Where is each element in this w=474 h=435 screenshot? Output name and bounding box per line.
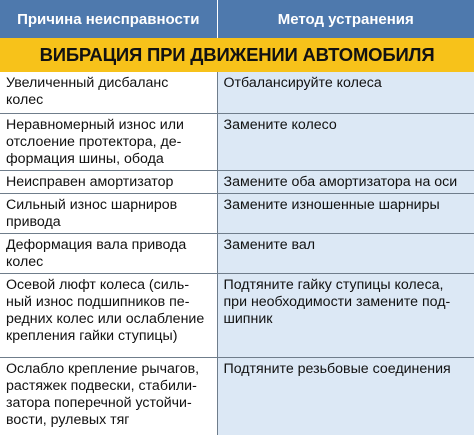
table-row [0, 72, 474, 113]
fix-cell: Подтяните резьбовые соединения [217, 357, 474, 435]
table-header [0, 0, 474, 38]
cause-cell: Неисправен амортизатор [0, 170, 217, 193]
fix-cell: Замените изношенные шарниры [217, 193, 474, 233]
fix-cell: Замените вал [217, 233, 474, 273]
table-row [0, 193, 474, 233]
table-row [0, 273, 474, 357]
table-body [0, 72, 474, 435]
fix-cell: Замените оба амортизатора на оси [217, 170, 474, 193]
cause-cell: Сильный износ шарниров привода [0, 193, 217, 233]
table-row [0, 113, 474, 170]
fix-cell: Отбалансируйте колеса [217, 72, 474, 113]
cause-cell: Деформация вала привода колес [0, 233, 217, 273]
cause-cell: Ослабло крепление рычагов, растяжек подвески, стабили- затора поперечной устойчи- вости, рулевых тяг [0, 357, 217, 435]
cause-cell: Осевой люфт колеса (силь- ный износ подшипников пе- редних колес или ослабление крепления гайки ступицы) [0, 273, 217, 357]
column-header-fix: Метод устранения [217, 0, 474, 38]
fix-cell: Подтяните гайку ступицы колеса, при необходимости замените под- шипник [217, 273, 474, 357]
table-row [0, 357, 474, 435]
cause-cell: Увеличенный дисбаланс колес [0, 72, 217, 113]
cause-cell: Неравномерный износ или отслоение протектора, де- формация шины, обода [0, 113, 217, 170]
table-row [0, 170, 474, 193]
section-row [0, 38, 474, 72]
table-row [0, 233, 474, 273]
column-header-cause: Причина неисправности [0, 0, 217, 38]
fix-cell: Замените колесо [217, 113, 474, 170]
section-title: ВИБРАЦИЯ ПРИ ДВИЖЕНИИ АВТОМОБИЛЯ [0, 38, 474, 72]
